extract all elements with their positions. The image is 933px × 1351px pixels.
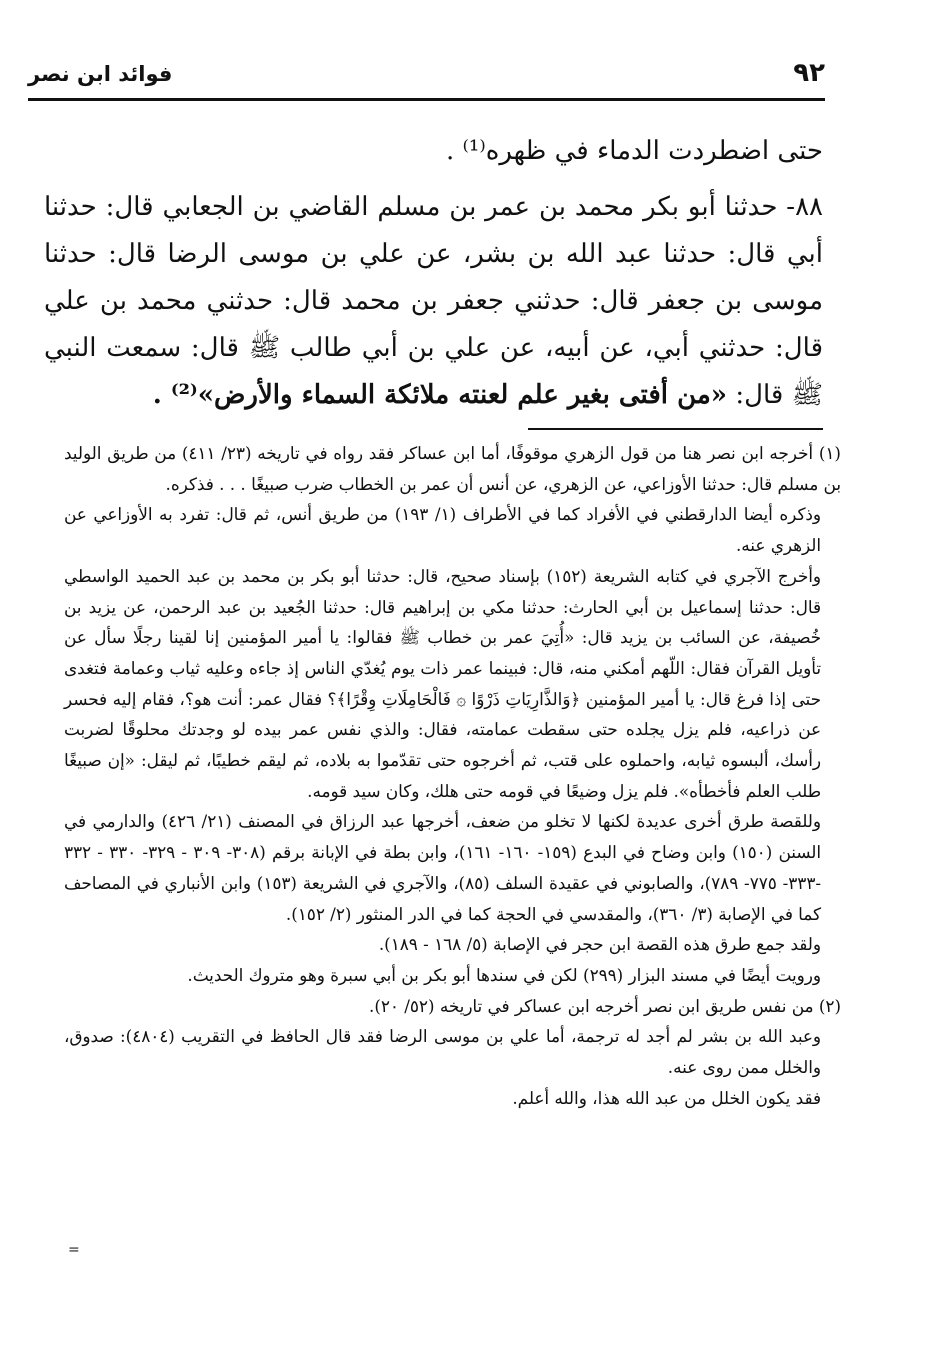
hadith-matn: «من أفتى بغير علم لعنته ملائكة السماء والأرض»⁽²⁾ . [152,380,728,410]
hadith-88 [44,184,823,419]
hadith-isnad: ٨٨- حدثنا أبو بكر محمد بن عمر بن مسلم القاضي بن الجعابي قال: حدثنا أبي قال: حدثنا عبد الله بن بشر، عن علي بن موسى الرضا قال: حدثنا موسى بن جعفر قال: حدثني جعفر بن محمد قال: حدثني محمد بن علي قال: حدثني أبي، عن أبيه، عن علي بن أبي طالب ﷺ قال: سمعت النبي ﷺ قال: [44,192,823,410]
footnote-1: (١) أخرجه ابن نصر هنا من قول الزهري موقوفًا، أما ابن عساكر فقد رواه في تاريخه (٢٣/ ٤١١) من طريق الوليد بن مسلم قال: حدثنا الأوزاعي، عن الزهري، عن أنس أن عمر بن الخطاب ضرب صبيغًا . . . فذكره. [64,443,841,494]
page-header [28,58,825,101]
main-text [44,128,823,419]
equals-mark: = [68,1242,80,1258]
footnote-paragraph: فقد يكون الخلل من عبد الله هذا، والله أعلم. [512,1087,821,1108]
footnote-paragraph: وعبد الله بن بشر لم أجد له ترجمة، أما علي بن موسى الرضا فقد قال الحافظ في التقريب (٤٨٠٤): صدوق، والخلل ممن روى عنه. [64,1026,821,1078]
footnote-paragraph: وذكره أيضا الدارقطني في الأفراد كما في الأطراف (١/ ١٩٣) من طريق أنس، ثم قال: تفرد به الأوزاعي عن الزهري عنه. [64,504,822,556]
footnote-separator [528,428,823,430]
footnote-2: (٢) من نفس طريق ابن نصر أخرجه ابن عساكر في تاريخه (٥٢/ ٢٠). [368,995,841,1016]
footnote-paragraph: ورويت أيضًا في مسند البزار (٢٩٩) لكن في سندها أبو بكر بن أبي سبرة وهو متروك الحديث. [187,964,821,985]
running-title: فوائد ابن نصر [28,62,173,86]
footnotes [64,438,841,1113]
page-number: ٩٢ [793,58,825,88]
footnote-paragraph: وللقصة طرق أخرى عديدة لكنها لا تخلو من ضعف، أخرجها عبد الرزاق في المصنف (٢١/ ٤٢٦) والدارمي في السنن (١٥٠) وابن وضاح في البدع (١٥٩- ١٦٠- ١٦١)، وابن بطة في الإبانة برقم (٣٠٨- ٣٠٩ - ٣٢٩- ٣٣٠ - ٣٣٢ -٣٣٣- ٧٧٥- ٧٨٩)، والصابوني في عقيدة السلف (٨٥)، والآجري في الشريعة (١٥٣) وابن الأنباري في المصاحف كما في الإصابة (٣/ ٣٦٠)، والمقدسي في الحجة كما في الدر المنثور (٢/ ١٥٢). [64,811,822,924]
continuation-line: حتى اضطردت الدماء في ظهره⁽¹⁾ . [445,136,823,166]
footnote-paragraph: ولقد جمع طرق هذه القصة ابن حجر في الإصابة (٥/ ١٦٨ - ١٨٩). [378,934,821,955]
footnote-paragraph: وأخرج الآجري في كتابه الشريعة (١٥٢) بإسناد صحيح، قال: حدثنا أبو بكر بن محمد بن عبد الحميد الواسطي قال: حدثنا إسماعيل بن أبي الحارث: حدثنا مكي بن إبراهيم قال: حدثنا الجُعيد بن عبد الرحمن، عن يزيد بن خُصيفة، عن السائب بن يزيد قال: «أُتِيَ عمر بن خطاب ﷺ فقالوا: يا أمير المؤمنين إنا لقينا رجلًا سأل عن تأويل القرآن فقال: اللّهم أمكني منه، قال: فبينما عمر ذات يوم يُغدّي الناس إذ جاءه وعليه ثياب وعمامة فتغدى حتى إذا فرغ قال: يا أمير المؤمنين ﴿وَالذَّارِيَاتِ ذَرْوًا ۞ فَالْحَامِلَاتِ وِقْرًا﴾؟ فقال عمر: أنت هو؟، فقام إليه فحسر عن ذراعيه، فلم يزل يجلده حتى سقطت عمامته، فقال: والذي نفس عمر بيده لو وجدتك محلوقًا لضربت رأسك، ألبسوه ثيابه، واحملوه على قتب، ثم أخرجوه حتى تقدّموا به بلاده، ثم ليقم خطيبًا، ثم ليقل: «إن صبيغًا طلب العلم فأخطأه». فلم يزل وضيعًا في قومه حتى هلك، وكان سيد قومه. [64,565,821,801]
